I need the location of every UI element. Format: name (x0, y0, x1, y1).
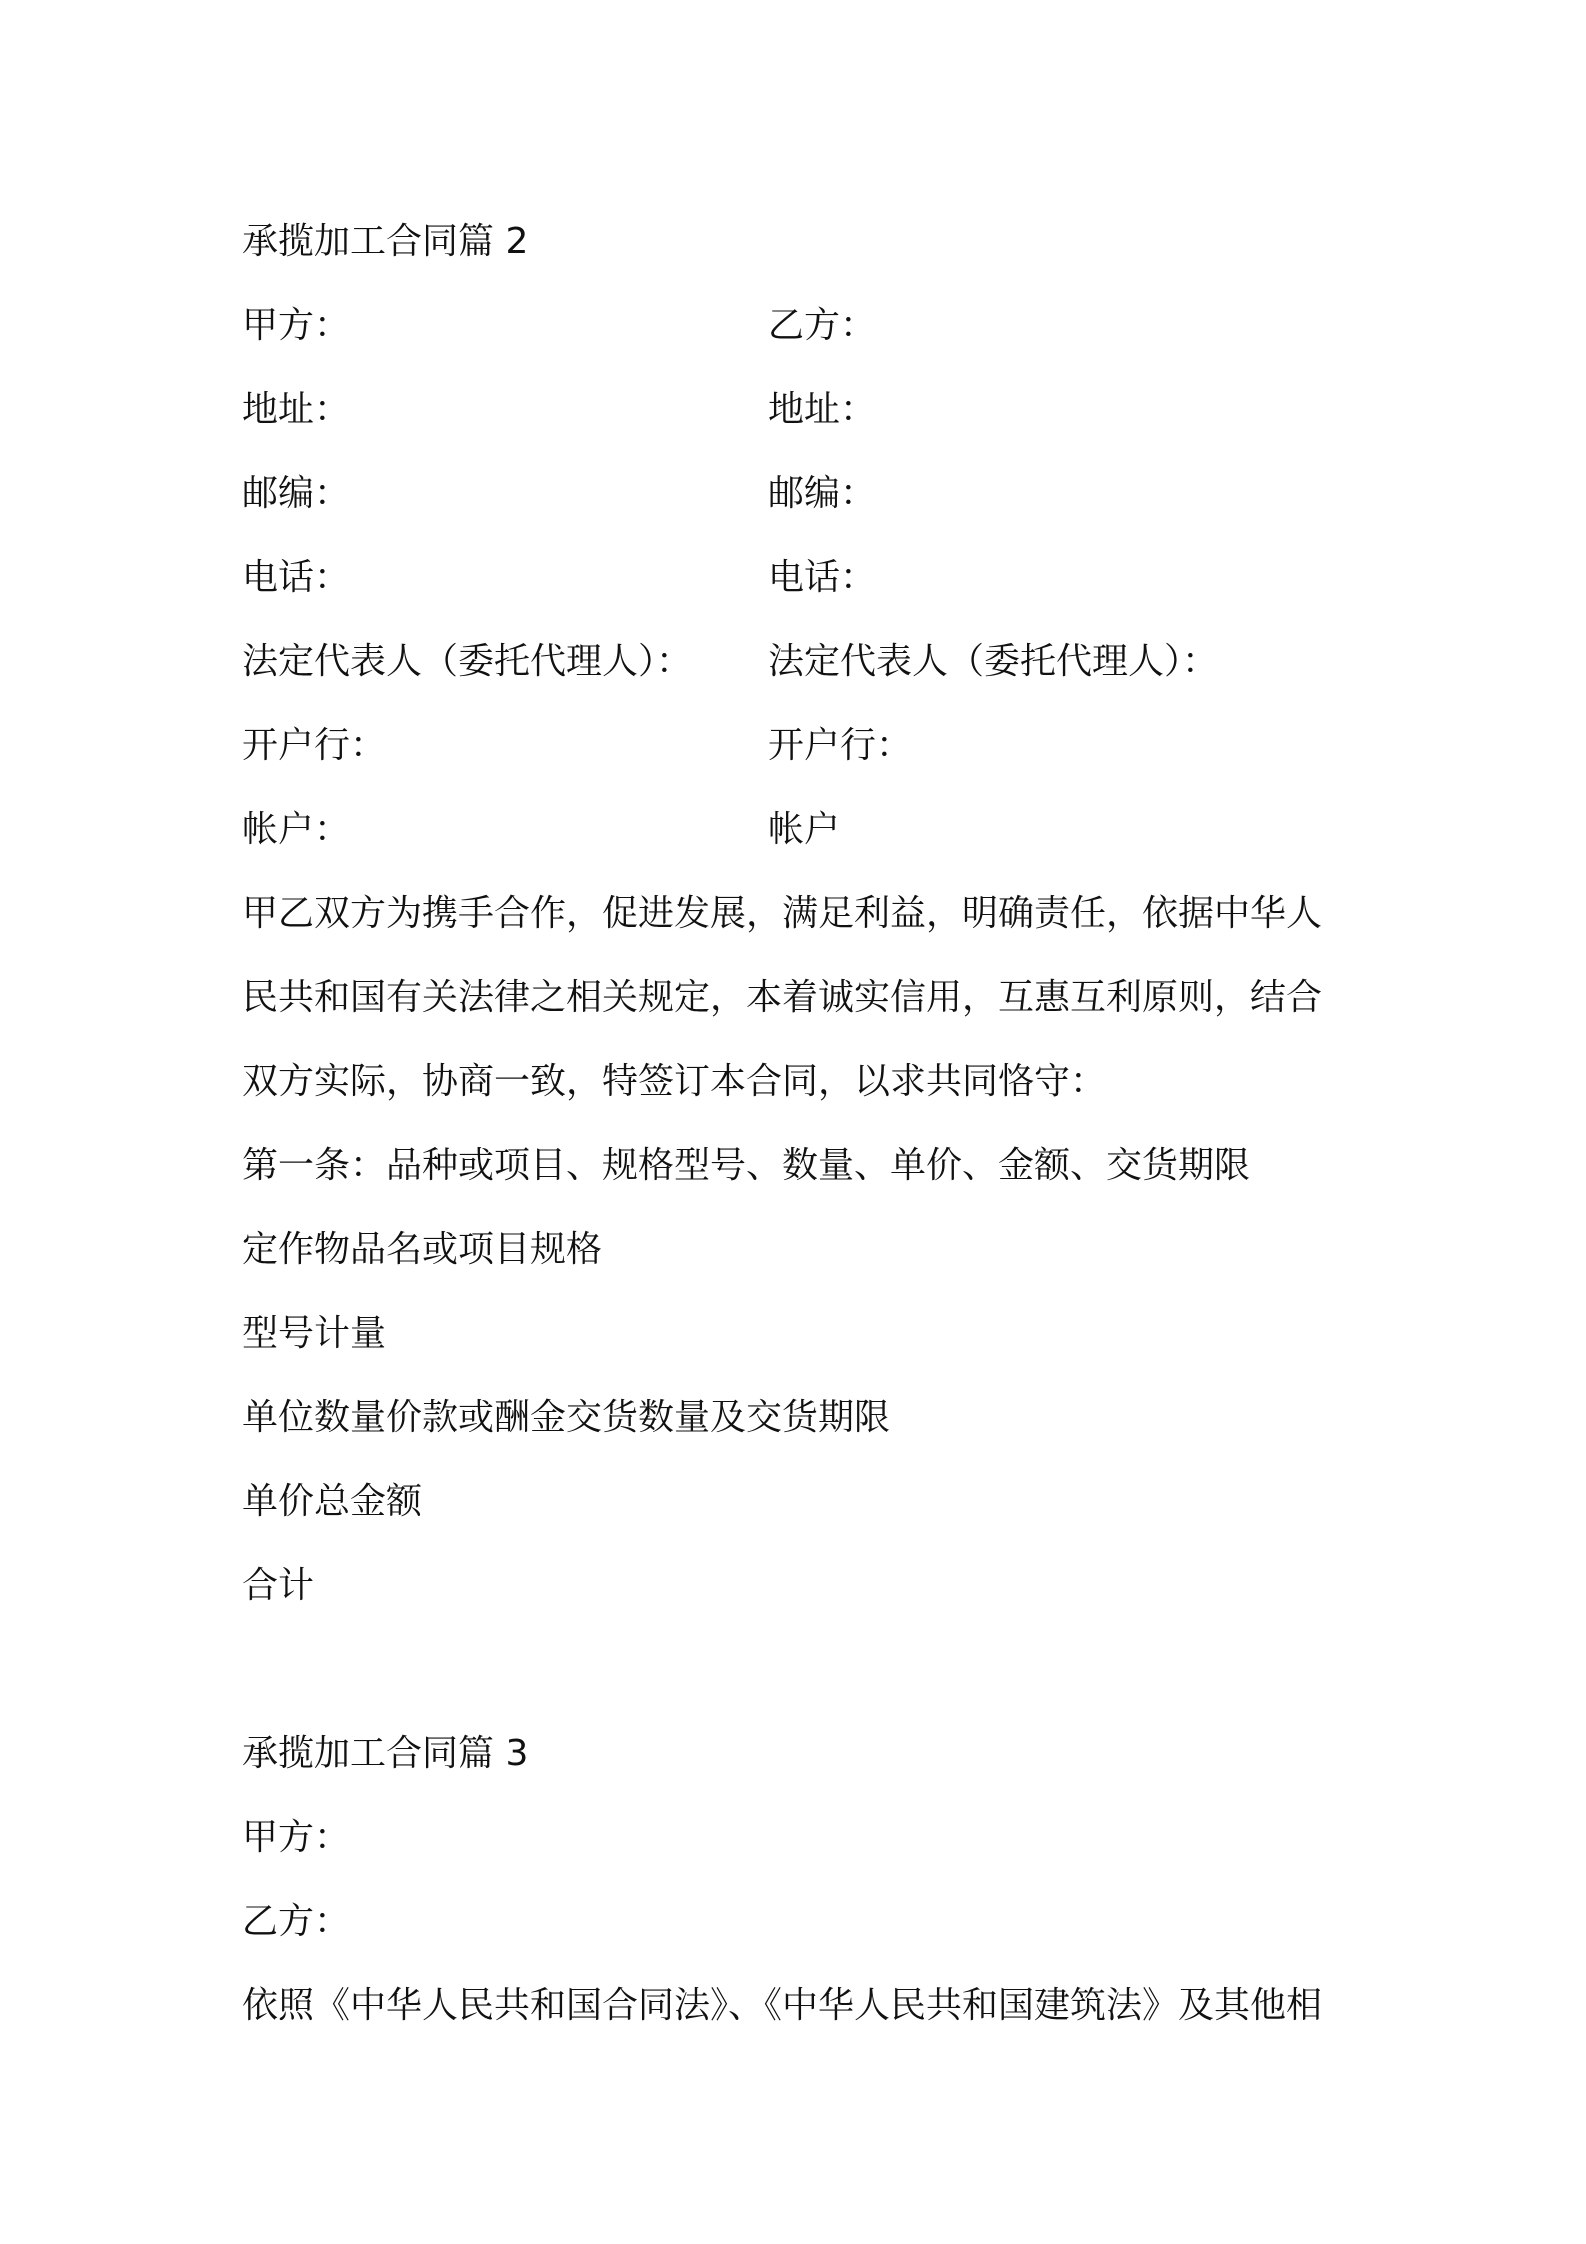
party-a-postcode-label: 邮编： (242, 473, 351, 514)
section-spacer (242, 1628, 1372, 1712)
party-a-account-label: 帐户： (242, 809, 351, 850)
preamble-paragraph (242, 872, 1372, 1124)
paragraph-line: 双方实际，协商一致，特签订本合同，以求共同恪守： (242, 1061, 1107, 1102)
section3-party-a-label: 甲方： (242, 1817, 351, 1858)
section3-party-b-label: 乙方： (242, 1901, 351, 1942)
party-info-table (242, 284, 1372, 872)
party-a-phone-label: 电话： (242, 557, 351, 598)
party-row-account (242, 788, 1372, 872)
party-a-bank-label: 开户行： (242, 725, 387, 766)
document-page (242, 200, 1372, 2048)
party-a-representative-label: 法定代表人（委托代理人）： (242, 641, 693, 682)
party-row-postcode (242, 452, 1372, 536)
party-b-phone-label: 电话： (768, 557, 877, 598)
party-row-address (242, 368, 1372, 452)
party-a-name-label: 甲方： (242, 305, 351, 346)
table-line: 型号计量 (242, 1313, 387, 1354)
party-row-name (242, 284, 1372, 368)
item-table-lines (242, 1208, 1372, 1628)
table-line: 单位数量价款或酬金交货数量及交货期限 (242, 1397, 891, 1438)
table-line: 合计 (242, 1565, 315, 1606)
table-line: 单价总金额 (242, 1481, 423, 1522)
section3-intro: 依照《中华人民共和国合同法》、《中华人民共和国建筑法》及其他相 (242, 1985, 1323, 2026)
paragraph-line: 甲乙双方为携手合作，促进发展，满足利益，明确责任，依据中华人 (242, 893, 1323, 934)
paragraph-line: 民共和国有关法律之相关规定，本着诚实信用，互惠互利原则，结合 (242, 977, 1323, 1018)
party-b-postcode-label: 邮编： (768, 473, 877, 514)
party-b-representative-label: 法定代表人（委托代理人）： (768, 641, 1219, 682)
party-b-name-label: 乙方： (768, 305, 877, 346)
table-line: 定作物品名或项目规格 (242, 1229, 603, 1270)
party-b-address-label: 地址： (768, 389, 877, 430)
party-row-representative (242, 620, 1372, 704)
party-a-address-label: 地址： (242, 389, 351, 430)
section3-title: 承揽加工合同篇 3 (242, 1733, 529, 1774)
party-row-bank (242, 704, 1372, 788)
party-row-phone (242, 536, 1372, 620)
article-1-heading: 第一条：品种或项目、规格型号、数量、单价、金额、交货期限 (242, 1145, 1251, 1186)
section2-title: 承揽加工合同篇 2 (242, 221, 529, 262)
party-b-bank-label: 开户行： (768, 725, 913, 766)
party-b-account-label: 帐户 (768, 809, 841, 850)
